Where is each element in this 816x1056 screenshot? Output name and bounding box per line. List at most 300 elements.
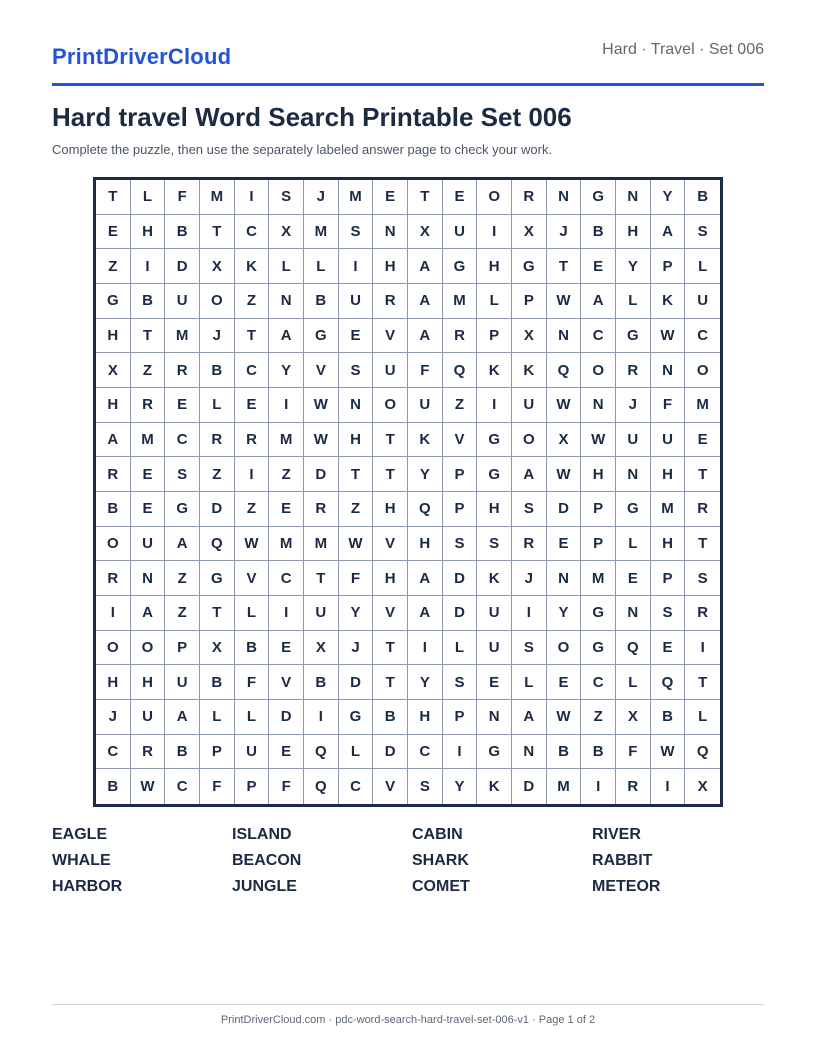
grid-cell: R: [96, 457, 131, 492]
grid-cell: V: [373, 527, 408, 562]
grid-cell: U: [131, 700, 166, 735]
grid-cell: O: [581, 353, 616, 388]
word-list-item: METEOR: [592, 878, 661, 895]
grid-cell: O: [477, 180, 512, 215]
grid-cell: P: [200, 735, 235, 770]
grid-cell: E: [373, 180, 408, 215]
grid-cell: Y: [408, 665, 443, 700]
grid-cell: H: [373, 492, 408, 527]
grid-cell: B: [373, 700, 408, 735]
grid-cell: H: [131, 215, 166, 250]
grid-cell: U: [616, 423, 651, 458]
grid-cell: H: [373, 249, 408, 284]
grid-cell: Y: [269, 353, 304, 388]
grid-cell: H: [581, 457, 616, 492]
breadcrumb: Hard · Travel · Set 006: [602, 41, 764, 58]
grid-cell: E: [165, 388, 200, 423]
grid-cell: N: [547, 319, 582, 354]
grid-cell: F: [408, 353, 443, 388]
grid-cell: S: [477, 527, 512, 562]
grid-cell: Q: [408, 492, 443, 527]
word-list: [52, 826, 772, 904]
grid-cell: Y: [408, 457, 443, 492]
grid-cell: C: [408, 735, 443, 770]
grid-cell: K: [408, 423, 443, 458]
grid-cell: J: [96, 700, 131, 735]
grid-cell: N: [547, 561, 582, 596]
grid-cell: E: [235, 388, 270, 423]
grid-cell: B: [96, 492, 131, 527]
grid-cell: I: [408, 631, 443, 666]
grid-cell: N: [616, 457, 651, 492]
grid-cell: Z: [339, 492, 374, 527]
grid-cell: R: [512, 527, 547, 562]
grid-cell: E: [269, 492, 304, 527]
grid-cell: P: [235, 769, 270, 804]
grid-cell: D: [339, 665, 374, 700]
grid-cell: V: [304, 353, 339, 388]
grid-cell: R: [685, 492, 720, 527]
grid-cell: E: [651, 631, 686, 666]
grid-cell: R: [131, 735, 166, 770]
grid-cell: Z: [235, 492, 270, 527]
grid-cell: W: [304, 388, 339, 423]
grid-cell: S: [165, 457, 200, 492]
grid-cell: U: [304, 596, 339, 631]
grid-cell: X: [547, 423, 582, 458]
word-list-item: EAGLE: [52, 826, 108, 843]
grid-cell: U: [443, 215, 478, 250]
grid-cell: T: [200, 596, 235, 631]
grid-cell: S: [685, 215, 720, 250]
grid-cell: U: [477, 596, 512, 631]
grid-cell: W: [547, 284, 582, 319]
grid-cell: K: [235, 249, 270, 284]
grid-cell: M: [165, 319, 200, 354]
grid-cell: P: [443, 700, 478, 735]
grid-cell: W: [547, 700, 582, 735]
word-list-item: HARBOR: [52, 878, 123, 895]
grid-cell: S: [512, 492, 547, 527]
grid-cell: D: [373, 735, 408, 770]
grid-cell: P: [443, 457, 478, 492]
grid-cell: A: [408, 249, 443, 284]
grid-cell: P: [443, 492, 478, 527]
grid-cell: T: [373, 665, 408, 700]
grid-cell: S: [269, 180, 304, 215]
grid-cell: J: [547, 215, 582, 250]
grid-cell: M: [269, 423, 304, 458]
grid-cell: V: [443, 423, 478, 458]
grid-cell: G: [616, 319, 651, 354]
grid-cell: N: [373, 215, 408, 250]
grid-cell: O: [373, 388, 408, 423]
grid-cell: S: [339, 215, 374, 250]
word-list-item: CABIN: [412, 826, 463, 843]
grid-cell: A: [165, 700, 200, 735]
grid-cell: T: [373, 423, 408, 458]
grid-cell: U: [373, 353, 408, 388]
grid-cell: E: [616, 561, 651, 596]
grid-cell: D: [269, 700, 304, 735]
grid-cell: L: [685, 700, 720, 735]
grid-cell: Q: [651, 665, 686, 700]
page-footer: PrintDriverCloud.com · pdc-word-search-hard-travel-set-006-v1 · Page 1 of 2: [220, 1014, 596, 1026]
word-list-item: BEACON: [232, 852, 302, 869]
grid-cell: E: [547, 665, 582, 700]
grid-cell: W: [131, 769, 166, 804]
grid-cell: E: [547, 527, 582, 562]
grid-cell: Q: [616, 631, 651, 666]
grid-cell: G: [443, 249, 478, 284]
grid-cell: L: [304, 249, 339, 284]
grid-cell: B: [304, 665, 339, 700]
grid-cell: R: [685, 596, 720, 631]
grid-cell: T: [96, 180, 131, 215]
grid-cell: H: [477, 492, 512, 527]
word-list-item: RIVER: [592, 826, 641, 843]
grid-cell: T: [547, 249, 582, 284]
grid-cell: G: [96, 284, 131, 319]
grid-cell: E: [339, 319, 374, 354]
grid-cell: I: [304, 700, 339, 735]
grid-cell: K: [477, 769, 512, 804]
grid-cell: M: [131, 423, 166, 458]
grid-cell: J: [304, 180, 339, 215]
grid-cell: U: [165, 665, 200, 700]
grid-cell: M: [581, 561, 616, 596]
footer-divider: [52, 1004, 764, 1005]
grid-cell: V: [269, 665, 304, 700]
grid-cell: Z: [443, 388, 478, 423]
grid-cell: Z: [131, 353, 166, 388]
grid-cell: C: [235, 215, 270, 250]
grid-cell: F: [269, 769, 304, 804]
grid-cell: F: [200, 769, 235, 804]
grid-cell: M: [304, 215, 339, 250]
grid-cell: H: [408, 527, 443, 562]
grid-cell: L: [685, 249, 720, 284]
grid-cell: H: [96, 319, 131, 354]
grid-cell: I: [235, 457, 270, 492]
word-list-item: SHARK: [412, 852, 469, 869]
grid-cell: L: [200, 700, 235, 735]
grid-cell: W: [651, 735, 686, 770]
grid-cell: I: [477, 215, 512, 250]
grid-cell: E: [685, 423, 720, 458]
grid-cell: P: [651, 561, 686, 596]
grid-cell: H: [408, 700, 443, 735]
grid-cell: G: [477, 423, 512, 458]
grid-cell: L: [269, 249, 304, 284]
grid-cell: L: [616, 284, 651, 319]
grid-cell: T: [339, 457, 374, 492]
grid-cell: Y: [547, 596, 582, 631]
grid-cell: I: [581, 769, 616, 804]
grid-cell: N: [339, 388, 374, 423]
grid-cell: U: [339, 284, 374, 319]
grid-cell: E: [477, 665, 512, 700]
grid-cell: I: [269, 596, 304, 631]
grid-cell: Q: [547, 353, 582, 388]
grid-cell: Q: [200, 527, 235, 562]
grid-cell: U: [235, 735, 270, 770]
grid-cell: K: [477, 561, 512, 596]
grid-cell: Q: [304, 735, 339, 770]
grid-cell: X: [200, 249, 235, 284]
grid-cell: T: [235, 319, 270, 354]
grid-cell: G: [581, 596, 616, 631]
grid-cell: R: [200, 423, 235, 458]
grid-cell: L: [616, 665, 651, 700]
grid-cell: A: [651, 215, 686, 250]
grid-cell: A: [408, 319, 443, 354]
grid-cell: N: [131, 561, 166, 596]
grid-cell: B: [96, 769, 131, 804]
grid-cell: B: [581, 735, 616, 770]
grid-cell: G: [339, 700, 374, 735]
grid-cell: H: [373, 561, 408, 596]
grid-cell: I: [443, 735, 478, 770]
grid-cell: J: [616, 388, 651, 423]
grid-cell: I: [131, 249, 166, 284]
grid-cell: U: [477, 631, 512, 666]
brand-logo[interactable]: PrintDriverCloud: [52, 44, 232, 69]
grid-cell: C: [685, 319, 720, 354]
grid-cell: R: [304, 492, 339, 527]
grid-cell: P: [581, 492, 616, 527]
grid-cell: M: [339, 180, 374, 215]
word-list-item: WHALE: [52, 852, 111, 869]
grid-cell: J: [512, 561, 547, 596]
grid-cell: F: [651, 388, 686, 423]
grid-cell: Y: [616, 249, 651, 284]
grid-cell: D: [200, 492, 235, 527]
grid-cell: J: [200, 319, 235, 354]
grid-cell: O: [131, 631, 166, 666]
grid-cell: A: [581, 284, 616, 319]
grid-cell: W: [581, 423, 616, 458]
grid-cell: O: [685, 353, 720, 388]
grid-cell: A: [512, 457, 547, 492]
grid-cell: H: [616, 215, 651, 250]
grid-cell: E: [269, 735, 304, 770]
grid-cell: L: [616, 527, 651, 562]
grid-cell: C: [269, 561, 304, 596]
grid-cell: A: [96, 423, 131, 458]
grid-cell: I: [339, 249, 374, 284]
grid-cell: T: [685, 665, 720, 700]
word-list-item: JUNGLE: [232, 878, 297, 895]
grid-cell: I: [269, 388, 304, 423]
grid-cell: L: [477, 284, 512, 319]
grid-cell: E: [131, 492, 166, 527]
grid-cell: B: [200, 665, 235, 700]
grid-cell: L: [339, 735, 374, 770]
grid-cell: I: [685, 631, 720, 666]
grid-cell: Q: [685, 735, 720, 770]
grid-cell: J: [339, 631, 374, 666]
grid-cell: O: [96, 527, 131, 562]
grid-cell: R: [373, 284, 408, 319]
grid-cell: S: [443, 665, 478, 700]
grid-cell: G: [200, 561, 235, 596]
grid-cell: D: [443, 561, 478, 596]
grid-cell: V: [373, 769, 408, 804]
grid-cell: F: [165, 180, 200, 215]
grid-cell: Z: [96, 249, 131, 284]
grid-cell: P: [651, 249, 686, 284]
grid-cell: T: [131, 319, 166, 354]
grid-cell: L: [131, 180, 166, 215]
grid-cell: G: [477, 457, 512, 492]
grid-cell: G: [304, 319, 339, 354]
grid-cell: B: [651, 700, 686, 735]
grid-cell: S: [685, 561, 720, 596]
header-divider: [52, 83, 764, 86]
grid-cell: R: [616, 353, 651, 388]
grid-cell: E: [581, 249, 616, 284]
grid-cell: A: [512, 700, 547, 735]
grid-cell: P: [512, 284, 547, 319]
grid-cell: W: [651, 319, 686, 354]
grid-cell: U: [512, 388, 547, 423]
grid-cell: O: [200, 284, 235, 319]
grid-cell: C: [96, 735, 131, 770]
grid-cell: C: [581, 665, 616, 700]
grid-cell: E: [96, 215, 131, 250]
grid-cell: G: [165, 492, 200, 527]
word-list-item: COMET: [412, 878, 470, 895]
grid-cell: S: [408, 769, 443, 804]
grid-cell: H: [96, 388, 131, 423]
grid-cell: M: [651, 492, 686, 527]
grid-cell: L: [235, 596, 270, 631]
grid-cell: F: [616, 735, 651, 770]
grid-cell: B: [304, 284, 339, 319]
grid-cell: G: [512, 249, 547, 284]
grid-cell: R: [512, 180, 547, 215]
grid-cell: X: [269, 215, 304, 250]
grid-cell: T: [200, 215, 235, 250]
grid-cell: A: [131, 596, 166, 631]
grid-cell: T: [685, 527, 720, 562]
grid-cell: R: [235, 423, 270, 458]
grid-cell: W: [547, 388, 582, 423]
grid-cell: A: [408, 561, 443, 596]
grid-cell: R: [165, 353, 200, 388]
grid-cell: T: [373, 631, 408, 666]
grid-cell: X: [512, 319, 547, 354]
grid-cell: B: [165, 215, 200, 250]
grid-cell: D: [443, 596, 478, 631]
grid-cell: M: [685, 388, 720, 423]
grid-cell: W: [235, 527, 270, 562]
grid-cell: M: [547, 769, 582, 804]
grid-cell: R: [96, 561, 131, 596]
grid-cell: I: [235, 180, 270, 215]
grid-cell: K: [477, 353, 512, 388]
grid-cell: K: [512, 353, 547, 388]
page-subtitle: Complete the puzzle, then use the separately labeled answer page to check your work.: [52, 142, 553, 157]
grid-cell: C: [339, 769, 374, 804]
grid-cell: N: [581, 388, 616, 423]
grid-cell: A: [269, 319, 304, 354]
grid-cell: U: [131, 527, 166, 562]
page-title: Hard travel Word Search Printable Set 006: [52, 102, 572, 132]
grid-cell: R: [131, 388, 166, 423]
grid-cell: A: [408, 284, 443, 319]
grid-cell: X: [616, 700, 651, 735]
grid-cell: Z: [200, 457, 235, 492]
grid-cell: N: [269, 284, 304, 319]
grid-cell: H: [651, 527, 686, 562]
grid-cell: M: [443, 284, 478, 319]
grid-cell: Z: [165, 596, 200, 631]
grid-cell: L: [235, 700, 270, 735]
grid-cell: M: [304, 527, 339, 562]
grid-cell: F: [339, 561, 374, 596]
grid-cell: P: [581, 527, 616, 562]
grid-cell: S: [339, 353, 374, 388]
grid-cell: I: [477, 388, 512, 423]
grid-cell: C: [235, 353, 270, 388]
grid-cell: N: [616, 180, 651, 215]
grid-cell: Q: [443, 353, 478, 388]
grid-cell: X: [697, 778, 708, 796]
grid-cell: H: [339, 423, 374, 458]
grid-cell: B: [200, 353, 235, 388]
grid-cell: G: [581, 180, 616, 215]
grid-cell: T: [685, 457, 720, 492]
grid-cell: Y: [339, 596, 374, 631]
grid-cell: U: [408, 388, 443, 423]
grid-cell: S: [443, 527, 478, 562]
grid-cell: N: [547, 180, 582, 215]
grid-cell: L: [443, 631, 478, 666]
grid-cell: N: [651, 353, 686, 388]
grid-cell: N: [477, 700, 512, 735]
grid-cell: E: [443, 180, 478, 215]
grid-cell: V: [373, 319, 408, 354]
grid-cell: D: [165, 249, 200, 284]
grid-cell: Z: [269, 457, 304, 492]
grid-cell: S: [651, 596, 686, 631]
grid-cell: V: [373, 596, 408, 631]
grid-cell: B: [685, 180, 720, 215]
grid-cell: T: [373, 457, 408, 492]
grid-cell: L: [200, 388, 235, 423]
grid-cell: B: [547, 735, 582, 770]
grid-cell: I: [512, 596, 547, 631]
grid-cell: T: [304, 561, 339, 596]
grid-cell: H: [131, 665, 166, 700]
grid-cell: U: [165, 284, 200, 319]
grid-cell: R: [616, 769, 651, 804]
grid-cell: K: [651, 284, 686, 319]
grid-cell: U: [685, 284, 720, 319]
grid-cell: Z: [581, 700, 616, 735]
grid-cell: W: [547, 457, 582, 492]
grid-cell: A: [408, 596, 443, 631]
grid-cell: X: [96, 353, 131, 388]
grid-cell: L: [512, 665, 547, 700]
grid-cell: H: [477, 249, 512, 284]
grid-cell: Z: [235, 284, 270, 319]
grid-cell: G: [616, 492, 651, 527]
grid-cell: Z: [165, 561, 200, 596]
grid-cell: C: [165, 423, 200, 458]
